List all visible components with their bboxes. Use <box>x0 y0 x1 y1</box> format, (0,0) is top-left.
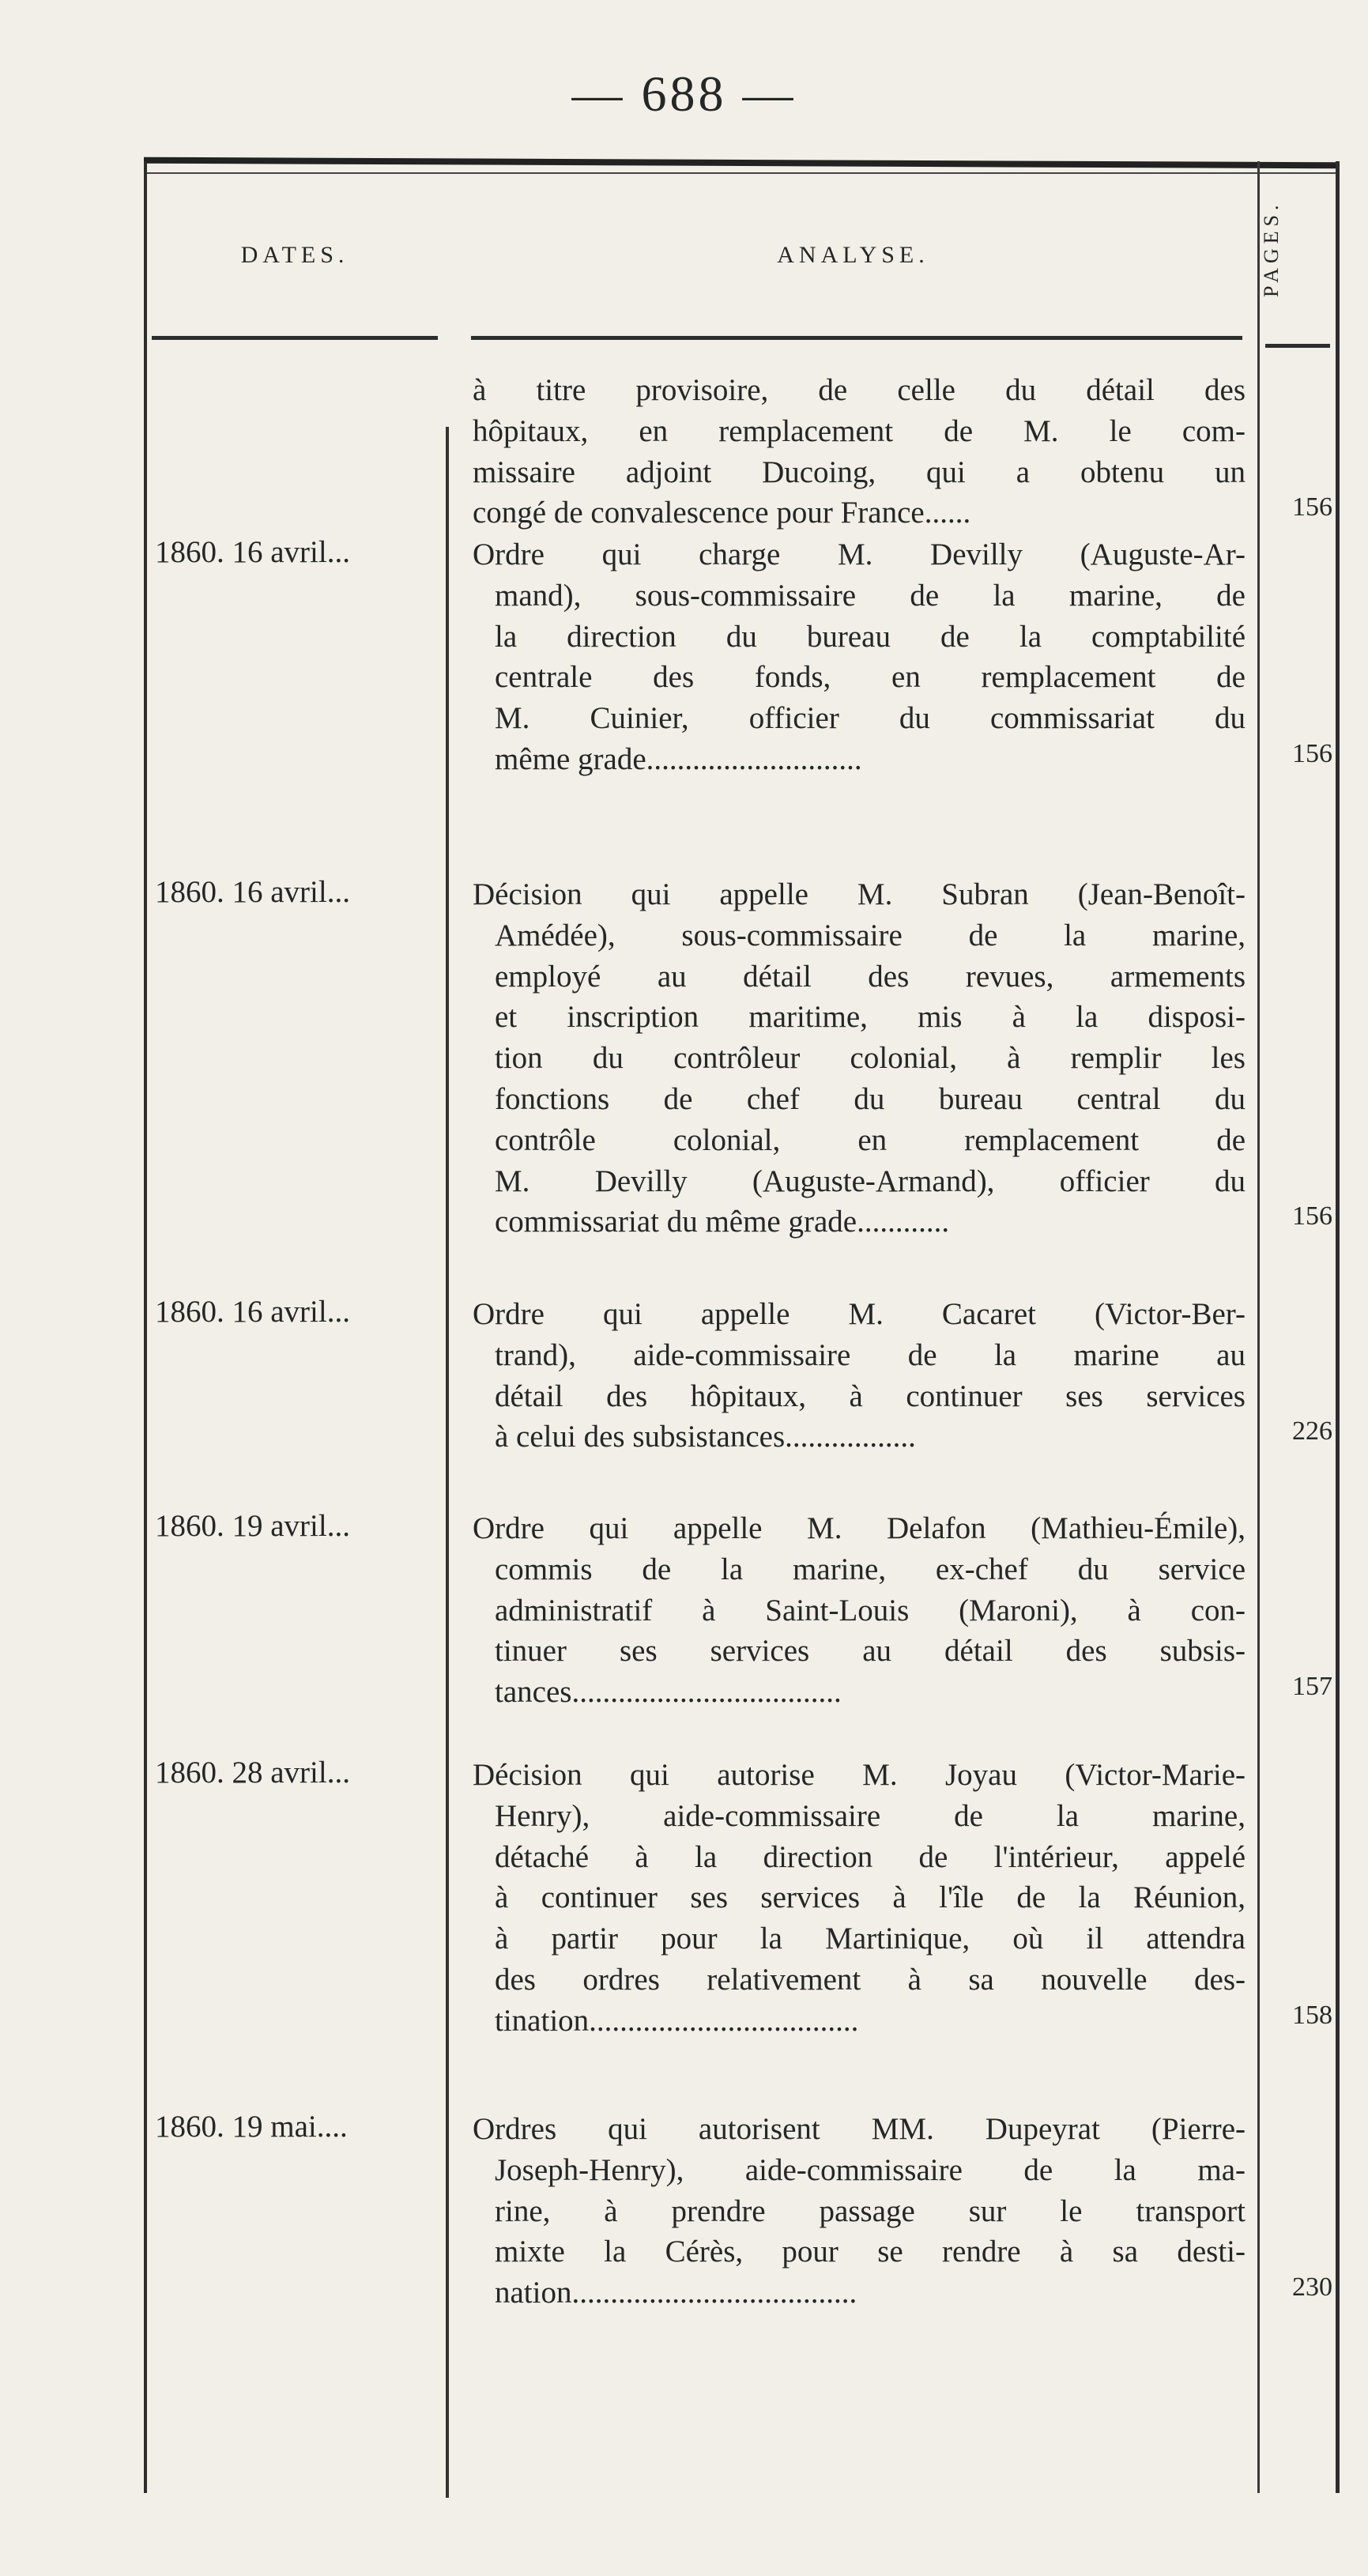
entry-page-ref: 157 <box>1292 1672 1332 1702</box>
analysis-line: Henry), aide-commissaire de la marine, <box>495 1798 1246 1833</box>
analysis-line: missaire adjoint Ducoing, qui a obtenu un <box>473 454 1246 489</box>
analysis-line: mand), sous-commissaire de la marine, de <box>495 578 1246 613</box>
analysis-line: tances................................... <box>495 1675 842 1710</box>
analysis-line: commis de la marine, ex-chef du service <box>495 1552 1246 1586</box>
header-pages: PAGES. <box>1260 200 1283 298</box>
header-rule-pages <box>1265 344 1330 348</box>
entry-page-ref: 156 <box>1292 1201 1332 1231</box>
header-dates: DATES. <box>240 242 349 268</box>
analysis-line: Décision qui autorise M. Joyau (Victor-Marie- <box>473 1758 1246 1792</box>
analysis-line: nation..................................... <box>495 2276 857 2310</box>
table-top-rule <box>144 157 1339 169</box>
entry-date: 1860. 19 avril... <box>155 1509 350 1543</box>
analysis-line: à continuer ses services à l'île de la Réunion, <box>495 1880 1246 1915</box>
entry-page-ref: 156 <box>1292 492 1332 522</box>
analysis-line: M. Cuinier, officier du commissariat du <box>495 701 1246 736</box>
analysis-line: hôpitaux, en remplacement de M. le com- <box>473 413 1246 448</box>
entry-page-ref: 226 <box>1292 1416 1332 1446</box>
analysis-line: Ordre qui charge M. Devilly (Auguste-Ar- <box>473 537 1246 571</box>
analysis-line: Décision qui appelle M. Subran (Jean-Benoît- <box>473 877 1246 911</box>
entry-analysis <box>473 1755 1246 2042</box>
analysis-line: centrale des fonds, en remplacement de <box>495 660 1246 695</box>
analysis-line: Amédée), sous-commissaire de la marine, <box>495 918 1246 952</box>
entry-page-ref: 158 <box>1292 2000 1332 2030</box>
table-right-border <box>1336 161 1340 2493</box>
entry-date: 1860. 19 mai.... <box>155 2110 348 2144</box>
entry-analysis <box>473 1294 1246 1458</box>
entry-analysis <box>473 874 1246 1243</box>
analysis-line: à celui des subsistances................. <box>495 1420 916 1454</box>
dates-column-divider <box>446 427 449 2498</box>
analysis-line: tination................................... <box>495 2003 859 2038</box>
analysis-line: même grade............................ <box>495 741 862 776</box>
analysis-line: fonctions de chef du bureau central du <box>495 1081 1246 1116</box>
entry-date: 1860. 28 avril... <box>155 1756 350 1790</box>
analysis-line: contrôle colonial, en remplacement de <box>495 1122 1246 1157</box>
analysis-line: Joseph-Henry), aide-commissaire de la ma- <box>495 2152 1246 2187</box>
header-analyse: ANALYSE. <box>777 242 929 268</box>
header-rule-analyse <box>471 336 1242 340</box>
header-rule-dates <box>152 336 438 340</box>
analysis-line: et inscription maritime, mis à la disposi- <box>495 1000 1246 1035</box>
analysis-line: trand), aide-commissaire de la marine au <box>495 1337 1246 1372</box>
analysis-line: à partir pour la Martinique, où il attendra <box>495 1922 1246 1956</box>
analysis-line: congé de convalescence pour France...... <box>473 496 971 530</box>
analysis-line: mixte la Cérès, pour se rendre à sa desti- <box>495 2235 1246 2269</box>
analysis-line: M. Devilly (Auguste-Armand), officier du <box>495 1164 1246 1198</box>
page-number: — 688 — <box>571 66 797 122</box>
entry-page-ref: 156 <box>1292 739 1332 768</box>
entry-analysis <box>473 534 1246 780</box>
analysis-line: tinuer ses services au détail des subsis- <box>495 1634 1246 1669</box>
analysis-line: tion du contrôleur colonial, à remplir les <box>495 1041 1246 1076</box>
analysis-line: à titre provisoire, de celle du détail des <box>473 373 1246 407</box>
pages-column-divider <box>1257 161 1260 2493</box>
entry-analysis <box>473 2109 1246 2314</box>
analysis-line: employé au détail des revues, armements <box>495 959 1246 994</box>
entry-analysis <box>473 1508 1246 1713</box>
entry-date: 1860. 16 avril... <box>155 875 350 909</box>
analysis-line: détail des hôpitaux, à continuer ses services <box>495 1379 1246 1413</box>
entry-date: 1860. 16 avril... <box>155 535 350 569</box>
analysis-line: détaché à la direction de l'intérieur, appelé <box>495 1839 1246 1874</box>
table-top-rule-thin <box>144 172 1339 174</box>
analysis-line: des ordres relativement à sa nouvelle des- <box>495 1962 1246 1997</box>
analysis-line: la direction du bureau de la comptabilité <box>495 619 1246 654</box>
analysis-line: administratif à Saint-Louis (Maroni), à con- <box>495 1593 1246 1627</box>
analysis-line: rine, à prendre passage sur le transport <box>495 2193 1246 2228</box>
analysis-line: Ordres qui autorisent MM. Dupeyrat (Pierre- <box>473 2112 1246 2146</box>
entry-date: 1860. 16 avril... <box>155 1295 350 1329</box>
analysis-line: Ordre qui appelle M. Delafon (Mathieu-Émile), <box>473 1511 1246 1545</box>
analysis-line: Ordre qui appelle M. Cacaret (Victor-Ber- <box>473 1297 1246 1331</box>
analysis-line: commissariat du même grade............ <box>495 1205 950 1239</box>
entry-page-ref: 230 <box>1292 2272 1332 2303</box>
entry-analysis <box>473 370 1246 534</box>
